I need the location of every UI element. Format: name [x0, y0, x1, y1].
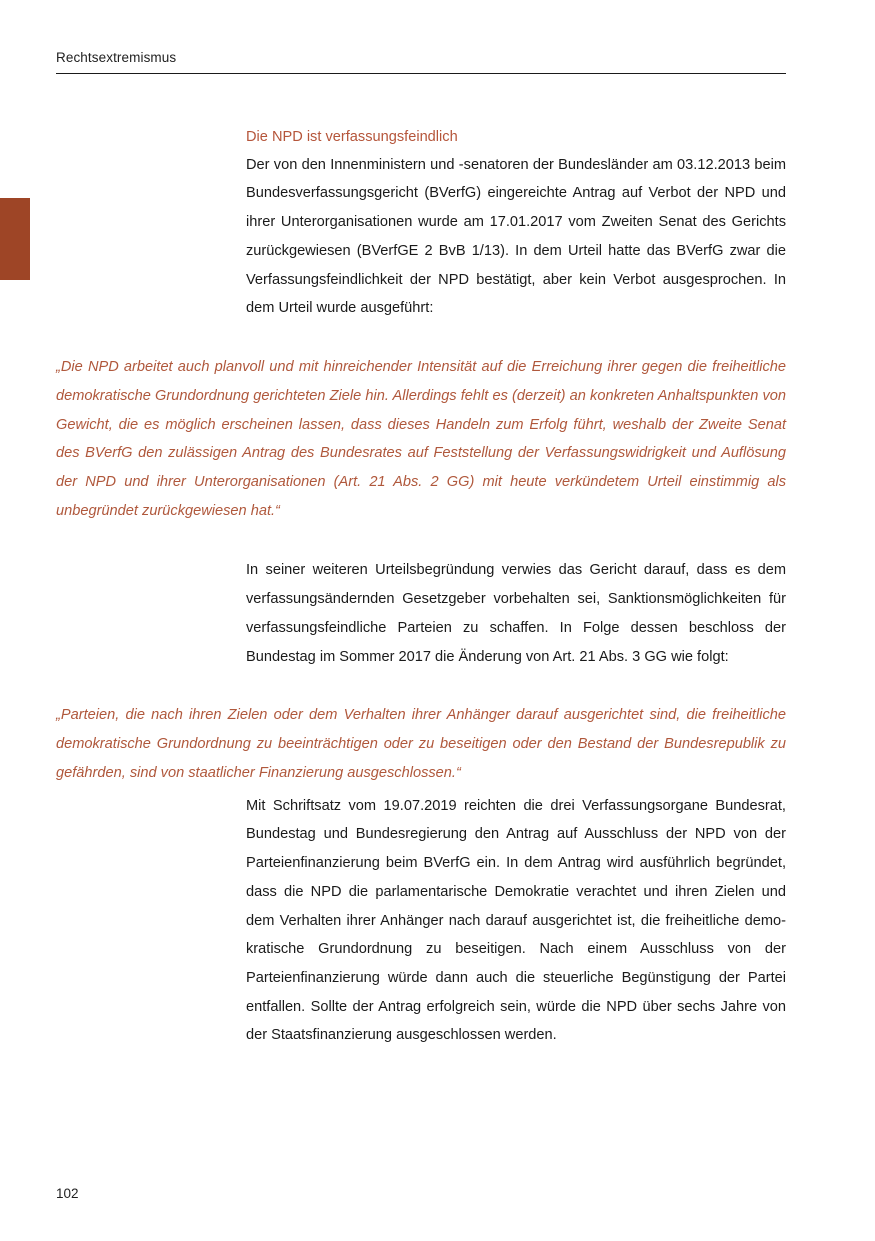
page-content [0, 126, 875, 1050]
running-header [56, 50, 786, 74]
running-header-title: Rechtsextremismus [56, 50, 177, 65]
body-paragraph-2: In seiner weiteren Urteilsbegründung verwies das Gericht darauf, dass es dem verfassungsändernden Gesetzgeber vorbehalten sei, Sanktionsmöglichkeiten für verfassungsfeindliche Parteien zu schaffen. In Folge dessen beschloss der Bundestag im Sommer 2017 die Änderung von Art. 21 Abs. 3 GG wie folgt: [246, 562, 786, 665]
blockquote-1: „Die NPD arbeitet auch planvoll und mit hinreichender Intensität auf die Erreichung ihrer gegen die freiheitliche demokratische Grundordnung gerichteten Ziele hin. Allerdings fehlt es (derzeit) an konkreten Anhaltspunkten von Gewicht, die es möglich erscheinen lassen, dass dieses Handeln zum Erfolg führt, weshalb der Zweite Senat des BVerfG den zulässigen Antrag des Bundesrates auf Feststellung der Verfassungswidrigkeit und Auflösung der NPD und ihrer Unterorganisationen (Art. 21 Abs. 2 GG) mit heute verkündetem Urteil einstimmig als unbegründet zurückgewiesen hat.“ [56, 359, 786, 519]
body-paragraph-1: Der von den Innenministern und -senatoren der Bundesländer am 03.12.2013 beim Bundesverfassungsgericht (BVerfG) eingereichte Antrag auf Verbot der NPD und ihrer Unterorganisationen wurde am 17.01.2017 vom Zweiten Senat des Gerichts zurückgewiesen (BVerfGE 2 BvB 1/13). In dem Urteil hatte das BVerfG zwar die Verfassungsfeindlichkeit der NPD bestätigt, aber kein Verbot ausgesprochen. In dem Urteil wurde ausgeführt: [246, 156, 786, 317]
header-rule-divider [56, 73, 786, 74]
body-paragraph-3: Mit Schriftsatz vom 19.07.2019 reichten die drei Verfassungsorgane Bundesrat, Bundestag und Bundesregierung den Antrag auf Ausschluss der NPD von der Parteienfinanzierung beim BVerfG ein. In dem Antrag wird ausführlich begründet, dass die NPD die parlamentarische Demokratie verachtet und ihren Zielen und dem Verhalten ihrer Anhänger nach darauf ausgerichtet ist, die freiheitliche demokratische Grundordnung zu beseitigen. Nach einem Ausschluss von der Parteienfinanzierung würde dann auch die steuerliche Begünstigung der Partei entfallen. Sollte der Antrag erfolgreich sein, würde die NPD über sechs Jahre von der Staatsfinanzierung ausgeschlossen werden. [246, 797, 786, 1044]
page-number: 102 [56, 1186, 79, 1201]
blockquote-2: „Parteien, die nach ihren Zielen oder dem Verhalten ihrer Anhänger darauf ausgerichtet sind, die freiheitliche demokratische Grundordnung zu beeinträchtigen oder zu beseitigen oder den Bestand der Bundesrepublik zu gefährden, sind von staatlicher Finanzierung ausgeschlossen.“ [56, 707, 786, 781]
section-heading: Die NPD ist verfassungsfeindlich [246, 129, 458, 145]
